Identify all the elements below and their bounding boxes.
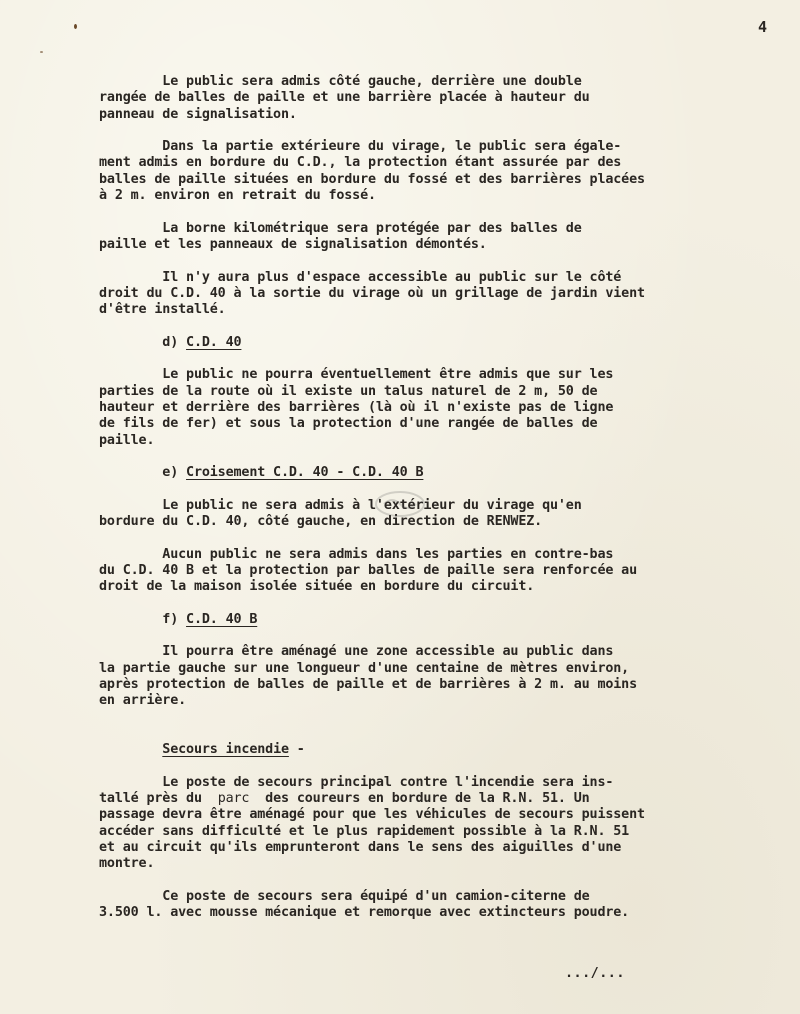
document-body (99, 74, 789, 921)
text-line: accéder sans difficulté et le plus rapidement possible à la R.N. 51 (99, 823, 630, 839)
text-line: Le public sera admis côté gauche, derrière une double (99, 74, 582, 89)
section-prefix: f) (99, 611, 187, 627)
section-heading-secours (99, 742, 789, 758)
text-line: paille et les panneaux de signalisation démontés. (99, 236, 487, 252)
text-line: de fils de fer) et sous la protection d'une rangée de balles de (99, 416, 598, 432)
text-line: panneau de signalisation. (99, 106, 297, 122)
text-line: la partie gauche sur une longueur d'une centaine de mètres environ, (99, 660, 630, 676)
text-line: Le poste de secours principal contre l'incendie sera ins- (99, 774, 614, 790)
text-line: rangée de balles de paille et une barrière placée à hauteur du (99, 90, 590, 106)
section-heading-e (99, 465, 789, 481)
page-number: 4 (758, 18, 768, 36)
section-title: Croisement C.D. 40 - C.D. 40 B (186, 465, 424, 481)
section-prefix: e) (99, 465, 187, 481)
paper-speck (74, 24, 77, 29)
section-prefix: d) (99, 334, 187, 350)
text-line: après protection de balles de paille et de barrières à 2 m. au moins (99, 676, 638, 692)
text-line: La borne kilométrique sera protégée par des balles de (99, 220, 582, 236)
section-title: C.D. 40 B (186, 611, 258, 627)
text-line: hauteur et derrière des barrières (là où il n'existe pas de ligne (99, 399, 614, 415)
section-heading-f (99, 612, 789, 628)
text-line: Le public ne pourra éventuellement être admis que sur les (99, 367, 614, 383)
text-line: montre. (99, 856, 155, 872)
faded-stamp-mark (374, 490, 426, 518)
text-line: en arrière. (99, 693, 187, 709)
text-line (99, 791, 789, 807)
text-line: droit de la maison isolée située en bordure du circuit. (99, 579, 535, 595)
text-line: droit du C.D. 40 à la sortie du virage où un grillage de jardin vient (99, 285, 645, 301)
text-line: Le public ne sera admis à l'extérieur du virage qu'en (99, 497, 582, 513)
section-suffix: - (288, 742, 305, 758)
text-line: Dans la partie extérieure du virage, le public sera égale- (99, 139, 622, 155)
text-fragment: des coureurs en bordure de la R.N. 51. Un (249, 791, 590, 807)
text-line: à 2 m. environ en retrait du fossé. (99, 188, 376, 204)
text-line: et au circuit qu'ils emprunteront dans le sens des aiguilles d'une (99, 839, 622, 855)
text-line: bordure du C.D. 40, côté gauche, en direction de RENWEZ. (99, 514, 543, 530)
text-line: du C.D. 40 B et la protection par balles de paille sera renforcée au (99, 562, 638, 578)
text-line: Ce poste de secours sera équipé d'un camion-citerne de (99, 888, 590, 904)
section-title: C.D. 40 (186, 334, 242, 350)
continuation-mark: .../... (565, 966, 625, 981)
text-line: ment admis en bordure du C.D., la protection étant assurée par des (99, 155, 622, 171)
inserted-word: parc (217, 791, 250, 807)
text-line: d'être installé. (99, 302, 226, 318)
text-fragment: tallé près du (99, 791, 218, 807)
section-heading-d (99, 335, 789, 351)
text-line: Il n'y aura plus d'espace accessible au public sur le côté (99, 269, 622, 285)
paper-speck (40, 51, 43, 53)
text-line: passage devra être aménagé pour que les véhicules de secours puissent (99, 807, 645, 823)
text-line: balles de paille situées en bordure du fossé et des barrières placées (99, 171, 645, 187)
text-line: 3.500 l. avec mousse mécanique et remorque avec extincteurs poudre. (99, 905, 630, 921)
text-line: Il pourra être aménagé une zone accessible au public dans (99, 644, 614, 660)
text-line: Aucun public ne sera admis dans les parties en contre-bas (99, 546, 614, 562)
section-prefix (99, 742, 162, 757)
section-title: Secours incendie (162, 742, 289, 758)
text-line: parties de la route où il existe un talus naturel de 2 m, 50 de (99, 383, 598, 399)
text-line: paille. (99, 432, 155, 448)
